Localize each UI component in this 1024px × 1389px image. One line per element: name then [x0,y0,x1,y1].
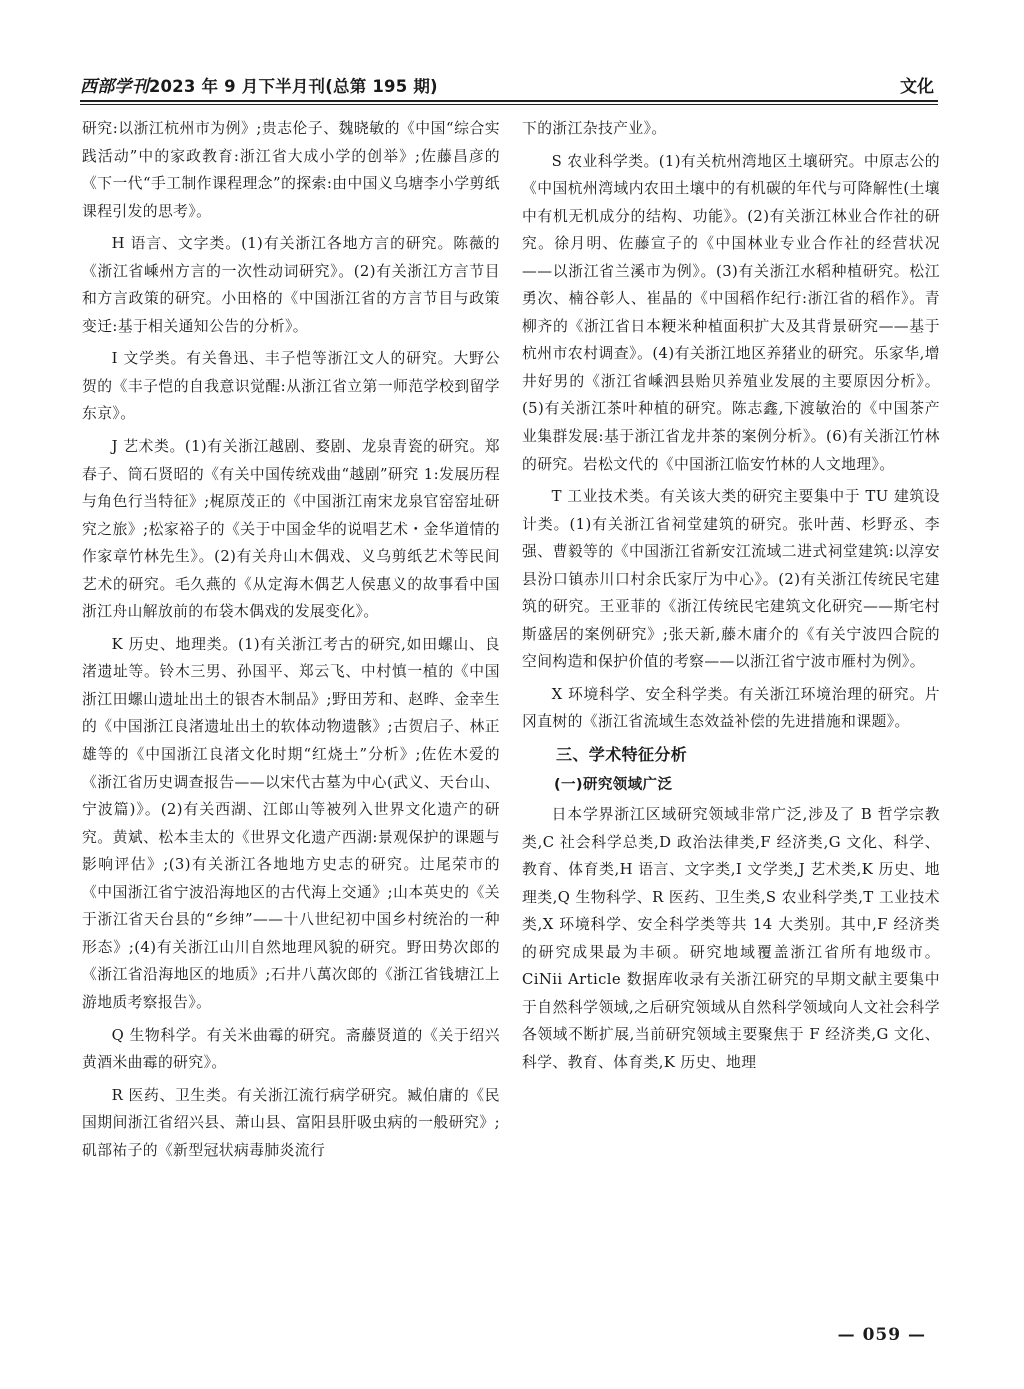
journal-logo: 西部学刊 [80,77,149,97]
paragraph: K 历史、地理类。(1)有关浙江考古的研究,如田螺山、良渚遗址等。铃木三男、孙国平、郑云飞、中村慎一植的《中国浙江田螺山遗址出土的银杏木制品》;野田芳和、赵晔、金幸生的《中国浙江良渚遗址出土的软体动物遗骸》;古贺启子、林正雄等的《中国浙江良渚文化时期“红烧土”分析》;佐佐木爱的《浙江省历史调查报告——以宋代古墓为中心(武义、天台山、宁波篇)》。(2)有关西湖、江郎山等被列入世界文化遗产的研究。黄斌、松本圭太的《世界文化遗产西湖:景观保护的课题与影响评估》;(3)有关浙江各地地方史志的研究。辻尾荣市的《中国浙江省宁波沿海地区的古代海上交通》;山本英史的《关于浙江省天台县的“乡绅”——十八世纪初中国乡村统治的一种形态》;(4)有关浙江山川自然地理风貌的研究。野田势次郎的《浙江省沿海地区的地质》;石井八萬次郎的《浙江省钱塘江上游地质考察报告》。 [82,635,500,1011]
paragraph: Q 生物科学。有关米曲霉的研究。斋藤贤道的《关于绍兴黄酒米曲霉的研究》。 [82,1026,500,1072]
journal-header [80,72,438,97]
issue-info: 2023 年 9 月下半月刊(总第 195 期) [148,77,438,96]
right-column [522,115,940,1082]
paragraph: R 医药、卫生类。有关浙江流行病学研究。臧伯庸的《民国期间浙江省绍兴县、萧山县、富阳县肝吸虫病的一般研究》;矶部祐子的《新型冠状病毒肺炎流行 [82,1086,500,1159]
paragraph: 日本学界浙江区域研究领域非常广泛,涉及了 B 哲学宗教类,C 社会科学总类,D 政治法律类,F 经济类,G 文化、科学、教育、体育类,H 语言、文字类,I 文学类,J 艺术类,K 历史、地理类,Q 生物科学、R 医药、卫生类,S 农业科学类,T 工业技术类,X 环境科学、安全科学类等共 14 大类别。其中,F 经济类的研究成果最为丰硕。研究地域覆盖浙江省所有地级市。CiNii Article 数据库收录有关浙江研究的早期文献主要集中于自然科学领域,之后研究领域从自然科学领域向人文社会科学各领域不断扩展,当前研究领域主要聚焦于 F 经济类,G 文化、科学、教育、体育类,K 历史、地理 [522,806,940,1071]
paragraph: S 农业科学类。(1)有关杭州湾地区土壤研究。中原志公的《中国杭州湾域内农田土壤中的有机碳的年代与可降解性(土壤中有机无机成分的结构、功能》。(2)有关浙江林业合作社的研究。徐月明、佐藤宣子的《中国林业专业合作社的经营状况——以浙江省兰溪市为例》。(3)有关浙江水稻种植研究。松江勇次、楠谷彰人、崔晶的《中国稻作纪行:浙江省的稻作》。青柳齐的《浙江省日本粳米种植面积扩大及其背景研究——基于杭州市农村调查》。(4)有关浙江地区养猪业的研究。乐家华,增井好男的《浙江省嵊泗县贻贝养殖业发展的主要原因分析》。(5)有关浙江茶叶种植的研究。陈志鑫,下渡敏治的《中国茶产业集群发展:基于浙江省龙井茶的案例分析》。(6)有关浙江竹林的研究。岩松文代的《中国浙江临安竹林的人文地理》。 [522,152,940,473]
header-rule [80,100,938,105]
paragraph: H 语言、文字类。(1)有关浙江各地方言的研究。陈薇的《浙江省嵊州方言的一次性动词研究》。(2)有关浙江方言节目和方言政策的研究。小田格的《中国浙江省的方言节目与政策变迁:基于相关通知公告的分析》。 [82,235,500,335]
paragraph: 下的浙江杂技产业》。 [522,120,667,137]
paragraph: J 艺术类。(1)有关浙江越剧、婺剧、龙泉青瓷的研究。郑春子、筒石贤昭的《有关中国传统戏曲“越剧”研究 1:发展历程与角色行当特征》;梶原茂正的《中国浙江南宋龙泉官窑窑址研究之旅》;松家裕子的《关于中国金华的说唱艺术・金华道情的作家章竹林先生》。(2)有关舟山木偶戏、义乌剪纸艺术等民间艺术的研究。毛久燕的《从定海木偶艺人侯惠义的故事看中国浙江舟山解放前的布袋木偶戏的发展变化》。 [82,438,500,621]
section-heading: 三、学术特征分析 [556,745,688,765]
running-header [80,72,938,98]
paragraph: 研究:以浙江杭州市为例》;贵志伦子、魏晓敏的《中国“综合实践活动”中的家政教育:浙江省大成小学的创举》;佐藤昌彦的《下一代“手工制作课程理念”的探索:由中国义乌塘李小学剪纸课程引发的思考》。 [82,120,500,220]
subsection-heading: (一)研究领域广泛 [554,777,673,794]
paragraph: X 环境科学、安全科学类。有关浙江环境治理的研究。片冈直树的《浙江省流域生态效益补偿的先进措施和课题》。 [522,685,940,731]
page-number: — 059 — [837,1325,926,1345]
paragraph: I 文学类。有关鲁迅、丰子恺等浙江文人的研究。大野公贺的《丰子恺的自我意识觉醒:从浙江省立第一师范学校到留学东京》。 [82,350,500,423]
paragraph: T 工业技术类。有关该大类的研究主要集中于 TU 建筑设计类。(1)有关浙江省祠堂建筑的研究。张叶茜、杉野丞、李强、曹毅等的《中国浙江省新安江流域二进式祠堂建筑:以淳安县汾口镇赤川口村余氏家厅为中心》。(2)有关浙江传统民宅建筑的研究。王亚菲的《浙江传统民宅建筑文化研究——斯宅村斯盛居的案例研究》;张天新,藤木庸介的《有关宁波四合院的空间构造和保护价值的考察——以浙江省宁波市雁村为例》。 [522,488,940,671]
section-name: 文化 [900,77,934,97]
left-column [82,115,500,1169]
